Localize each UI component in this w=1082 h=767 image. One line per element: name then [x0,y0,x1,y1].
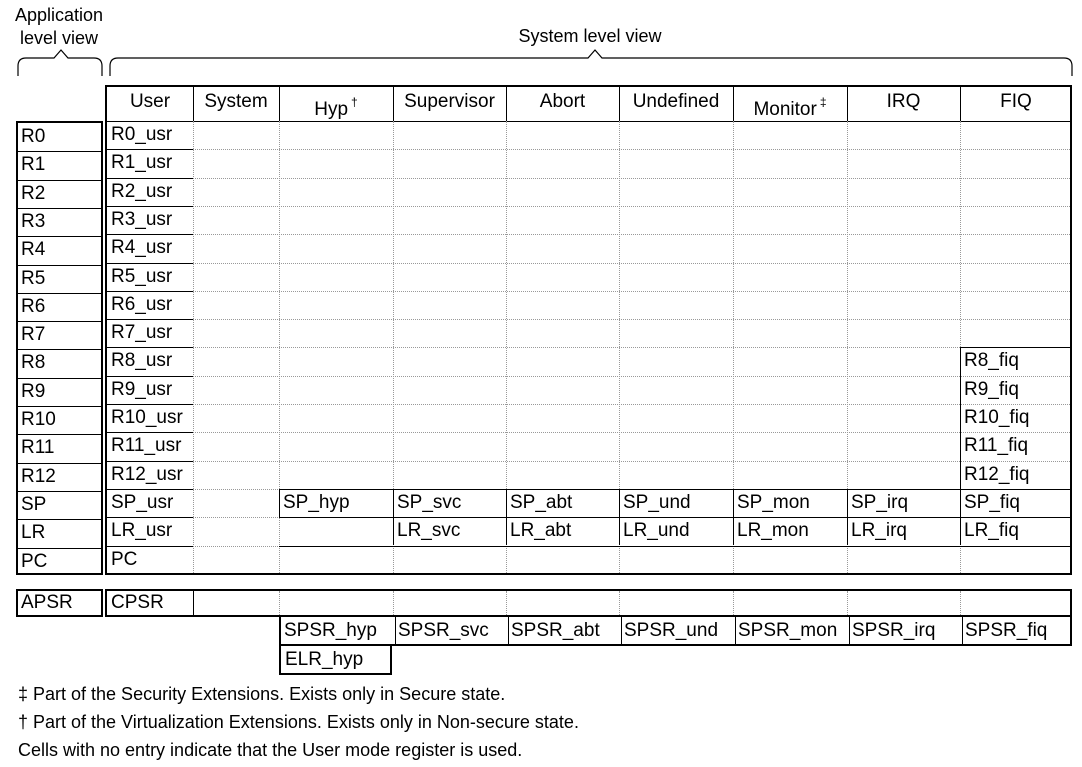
app-row-separator [18,491,101,492]
app-register-r1: R1 [21,154,46,176]
app-register-lr: LR [21,522,46,544]
system-brace [110,50,1072,76]
mode-header-undefined [619,87,733,121]
spsr-separator [849,617,850,644]
register-cell-r0-usr: R0_usr [111,124,173,145]
app-register-r9: R9 [21,380,46,402]
user-row-separator [107,376,193,377]
register-cell-r3-usr: R3_usr [111,208,173,230]
register-cell-r6-usr: R6_usr [111,293,173,315]
banked-cell-border [279,546,1070,547]
system-register-table [105,85,1072,575]
register-cell-r12-fiq: R12_fiq [964,463,1030,485]
application-brace [18,50,102,76]
register-cell-lr-irq: LR_irq [851,520,907,542]
mode-header-mark: † [351,95,358,109]
mode-header-label: Supervisor [404,91,495,112]
user-row-separator [107,432,193,433]
app-register-r2: R2 [21,182,46,204]
banked-cell-border [960,489,961,546]
banked-cell-border [619,489,620,546]
register-cell-lr-mon: LR_mon [737,520,809,542]
app-row-separator [18,378,101,379]
app-row-separator [18,293,101,294]
apsr-label: APSR [21,592,73,613]
app-register-r8: R8 [21,352,46,374]
app-register-r12: R12 [21,465,56,487]
user-row-separator [107,319,193,320]
banked-cell-border [279,489,1070,490]
mode-header-fiq [960,87,1072,121]
application-level-view-label: Application level view [14,5,104,48]
elr-hyp-label: ELR_hyp [285,649,364,670]
header-column-separator [960,87,961,121]
register-cell-spsr-abt: SPSR_abt [511,620,600,641]
register-cell-r1-usr: R1_usr [111,152,173,174]
app-row-separator [18,180,101,181]
mode-header-label: System [204,91,268,112]
application-register-table [16,121,103,575]
header-column-separator [393,87,394,121]
row-dotted-separator [193,461,1070,462]
user-row-separator [107,546,193,547]
app-register-r7: R7 [21,324,46,346]
mode-header-label: Undefined [632,91,720,112]
app-row-separator [18,321,101,322]
user-row-separator [107,149,193,150]
system-level-view-label: System level view [518,26,662,46]
banked-cell-border [506,489,507,546]
mode-header-label: Abort [539,91,586,112]
mode-header-mark: ‡ [819,95,827,109]
elr-hyp-box [279,644,392,675]
register-cell-r9-fiq: R9_fiq [964,378,1019,400]
app-row-separator [18,463,101,464]
app-row-separator [18,208,101,209]
register-cell-r10-fiq: R10_fiq [964,407,1030,428]
header-column-separator [847,87,848,121]
note-empty-cells: Cells with no entry indicate that the User mode register is used. [18,740,523,760]
cpsr-dotted-separator [619,591,620,615]
app-row-separator [18,519,101,520]
register-cell-r7-usr: R7_usr [111,322,173,344]
app-register-r3: R3 [21,210,46,232]
register-cell-spsr-fiq: SPSR_fiq [965,620,1048,641]
register-cell-sp-abt: SP_abt [510,491,573,513]
register-cell-lr-usr: LR_usr [111,520,173,542]
app-row-separator [18,349,101,350]
user-row-separator [107,517,193,518]
banked-cell-border [847,489,848,546]
cpsr-dotted-separator [506,591,507,615]
row-dotted-separator [193,206,1070,207]
row-dotted-separator [193,234,1070,235]
mode-header-monitor [733,87,847,121]
row-dotted-separator [193,149,1070,150]
spsr-separator [735,617,736,644]
note-virtualization-extensions: † Part of the Virtualization Extensions. Exists only in Non-secure state. [18,712,579,732]
row-dotted-separator [193,432,1070,433]
header-column-separator [279,87,280,121]
register-cell-spsr-svc: SPSR_svc [398,620,489,641]
banked-cell-border [279,489,280,517]
cpsr-dotted-separator [279,591,280,615]
mode-header-label: IRQ [886,91,921,112]
register-cell-sp-hyp: SP_hyp [283,491,350,513]
user-row-separator [107,178,193,179]
register-cell-r11-usr: R11_usr [111,435,182,457]
register-cell-pc: PC [111,548,138,570]
app-register-r6: R6 [21,295,46,317]
mode-header-label: Hyp [314,99,349,120]
header-column-separator [506,87,507,121]
register-cell-r12-usr: R12_usr [111,463,183,485]
app-register-sp: SP [21,493,47,515]
app-register-r0: R0 [21,126,46,147]
header-column-separator [619,87,620,121]
register-cell-spsr-mon: SPSR_mon [738,620,838,641]
banked-cell-border [960,347,1070,348]
banked-cell-border [733,489,734,546]
row-dotted-separator [193,178,1070,179]
cpsr-dotted-separator [847,591,848,615]
spsr-row [279,615,1072,646]
mode-header-label: Monitor [753,99,817,120]
register-cell-r5-usr: R5_usr [111,265,173,287]
row-dotted-separator [193,376,1070,377]
app-register-r4: R4 [21,239,46,261]
register-cell-sp-irq: SP_irq [851,491,909,513]
user-row-separator [107,404,193,405]
register-cell-lr-svc: LR_svc [397,520,461,542]
app-row-separator [18,406,101,407]
app-row-separator [18,548,101,549]
register-cell-lr-und: LR_und [623,520,690,542]
user-row-separator [107,489,193,490]
system-register-grid [107,87,1070,573]
view-braces [0,0,1082,90]
spsr-separator [621,617,622,644]
cpsr-row [105,589,1072,617]
cpsr-label: CPSR [111,592,164,613]
header-rule [107,121,1070,122]
app-row-separator [18,434,101,435]
register-cell-r9-usr: R9_usr [111,378,173,400]
register-cell-lr-fiq: LR_fiq [964,520,1019,542]
row-dotted-separator [193,319,1070,320]
register-cell-r4-usr: R4_usr [111,237,173,259]
register-cell-r8-fiq: R8_fiq [964,350,1019,372]
header-column-separator [193,87,194,121]
row-dotted-separator [193,347,1070,348]
mode-header-system [193,87,279,121]
register-cell-r11-fiq: R11_fiq [964,435,1029,457]
user-row-separator [107,291,193,292]
note-security-extensions: ‡ Part of the Security Extensions. Exists only in Secure state. [18,684,506,704]
user-row-separator [107,234,193,235]
user-row-separator [107,263,193,264]
mode-header-user [107,87,193,121]
header-column-separator [733,87,734,121]
mode-header-hyp [279,87,393,121]
app-row-separator [18,151,101,152]
row-dotted-separator [193,263,1070,264]
app-register-r11: R11 [21,437,55,459]
register-cell-spsr-hyp: SPSR_hyp [284,620,377,641]
app-row-separator [18,265,101,266]
app-register-r10: R10 [21,409,56,430]
register-cell-sp-svc: SP_svc [397,491,462,513]
mode-header-irq [847,87,960,121]
row-dotted-separator [193,291,1070,292]
register-cell-r8-usr: R8_usr [111,350,173,372]
banked-cell-border [279,517,1070,518]
app-row-separator [18,236,101,237]
mode-header-abort [506,87,619,121]
register-cell-lr-abt: LR_abt [510,520,572,542]
register-cell-sp-usr: SP_usr [111,491,174,513]
spsr-separator [395,617,396,644]
row-dotted-separator [193,404,1070,405]
register-cell-r10-usr: R10_usr [111,407,183,428]
app-register-pc: PC [21,550,48,572]
app-register-r5: R5 [21,267,46,289]
register-cell-sp-fiq: SP_fiq [964,491,1020,513]
mode-header-label: User [129,91,171,112]
register-cell-spsr-und: SPSR_und [624,620,719,641]
apsr-box [16,589,103,617]
banked-cell-border [393,517,394,545]
cpsr-dotted-separator [393,591,394,615]
user-row-separator [107,206,193,207]
register-cell-spsr-irq: SPSR_irq [852,620,936,641]
register-cell-sp-und: SP_und [623,491,691,513]
spsr-separator [962,617,963,644]
register-cell-sp-mon: SP_mon [737,491,810,513]
register-cell-r2-usr: R2_usr [111,180,173,202]
user-row-separator [107,347,193,348]
cpsr-dotted-separator [960,591,961,615]
mode-header-label: FIQ [1000,91,1032,112]
cpsr-dotted-separator [733,591,734,615]
cpsr-separator [193,591,194,615]
spsr-separator [508,617,509,644]
user-row-separator [107,461,193,462]
mode-header-supervisor [393,87,506,121]
